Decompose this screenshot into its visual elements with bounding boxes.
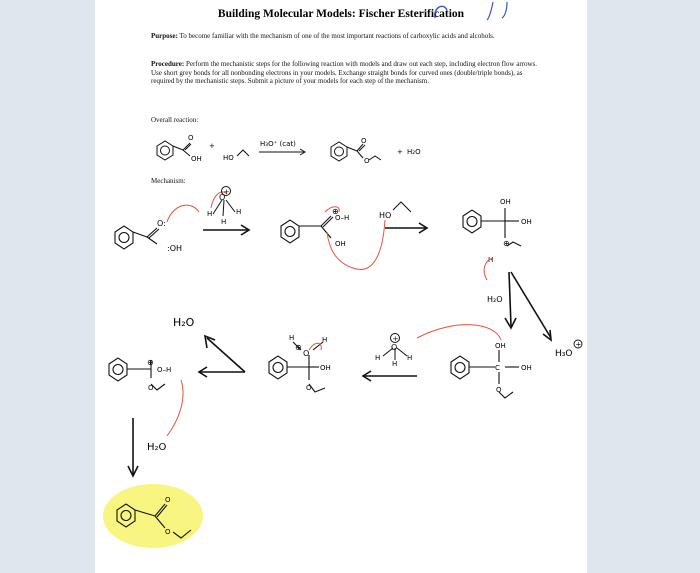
step4-o-bottom: O (496, 386, 502, 394)
step2-arrow (385, 223, 427, 233)
product-highlight (103, 484, 203, 548)
blue-annotation-curve (435, 6, 447, 18)
water-product: H₂O (407, 148, 421, 156)
step4-red-arrow (417, 325, 501, 340)
ethyl-benzoate-structure (331, 142, 381, 161)
ethanol-ho: HO (223, 154, 234, 162)
step6-intermediate (109, 358, 165, 390)
page-title: Building Molecular Models: Fischer Esterification (217, 8, 465, 20)
product-o: O (361, 137, 367, 145)
step3-h: H (488, 256, 494, 264)
blue-annotation-strokes (487, 2, 507, 20)
mechanism-label: Mechanism: (151, 177, 186, 185)
step5-red-arrow (309, 343, 321, 350)
h3o-label: H₃O (555, 349, 573, 359)
hydronium-h-right: H (236, 208, 242, 216)
step3-oh-side: OH (521, 218, 532, 226)
step6-h2o-label: H₂O (173, 316, 195, 329)
step3-arrow (505, 272, 551, 340)
reaction-drawing (95, 0, 587, 573)
hydronium-h-left: H (207, 210, 213, 218)
reactant1-oh: OH (191, 155, 202, 163)
step6-red-arrow (167, 380, 183, 436)
step7-h2o: H₂O (147, 442, 167, 453)
step1-carbonyl-o: O: (157, 219, 166, 228)
reaction-arrow (259, 149, 305, 155)
ethanol-ho-mech: HO (379, 211, 392, 220)
step2-protonated-acid (281, 216, 333, 243)
step2-oh-top: O–H (335, 214, 350, 222)
product-o2: O (364, 157, 370, 165)
step6-oplus: ⊕ (147, 358, 154, 367)
document-page (95, 0, 587, 573)
step5-oh: OH (320, 364, 331, 372)
benzoic-acid-structure (157, 141, 191, 160)
step4-arrow (363, 371, 417, 381)
catalyst-label: H₃O⁺ (cat) (260, 140, 296, 148)
step4-c: C (495, 364, 500, 372)
step5-o: O (303, 349, 310, 358)
step3-oh-top: OH (500, 198, 511, 206)
procedure-text: Perform the mechanistic steps for the following reaction with models and draw out each step, including electron flow arrows. Use short grey bonds for all nonbonding electrons in your models. Exchange straight bonds for curved ones (double/triple bonds), as required by the mechanistic steps. Submit a picture of your models for each step of the mechanism. (151, 60, 538, 86)
step4-oh-side: OH (521, 364, 532, 372)
step1-arrow (203, 225, 249, 235)
step5-oplus: ⊕ (295, 343, 302, 352)
step2-oplus: ⊕ (332, 207, 339, 216)
step4-intermediate (451, 350, 519, 398)
hydronium-o: O (219, 193, 226, 202)
hydronium2-o: O (391, 343, 398, 352)
ethanol-chain (237, 150, 249, 156)
step5-h-right: H (322, 336, 328, 344)
final-product-o: O (165, 496, 171, 504)
plus-sign-2: + (397, 148, 403, 156)
ethanol-mech-chain (393, 202, 411, 212)
step6-o-h: O–H (157, 366, 172, 374)
step3-oplus: ⊕ (503, 239, 510, 248)
step3-h2o: H₂O (487, 295, 503, 304)
step2-oh-bottom: OH (335, 240, 346, 248)
step1-benzoic-acid (115, 226, 159, 249)
step3-tetrahedral (463, 208, 521, 246)
purpose-label: Purpose: (151, 32, 178, 40)
step1-red-arrow-1 (167, 205, 199, 222)
hydronium2-h-left: H (375, 354, 381, 362)
reactant1-o: O (188, 134, 194, 142)
purpose-text: To become familiar with the mechanism of one of the most important reactions of carboxylic acids and alcohols. (177, 32, 495, 40)
overall-reaction-label: Overall reaction: (151, 116, 199, 124)
step1-hydroxyl: :OH (167, 244, 183, 253)
hydronium2-plus: + (392, 335, 399, 343)
step5-arrow (199, 336, 245, 377)
hydronium2-h-right: H (407, 354, 413, 362)
hydronium-plus: + (223, 188, 230, 196)
procedure-label: Procedure: (151, 60, 185, 68)
hydronium-h-bottom: H (221, 218, 227, 226)
hydronium2-h-bottom: H (392, 360, 398, 368)
final-product-o2: O (165, 528, 171, 536)
step5-h-left: H (289, 334, 295, 342)
step5-o-bottom: O (306, 384, 312, 392)
step4-oh-top: OH (495, 342, 506, 350)
plus-sign-1: + (209, 142, 215, 150)
h3o-plus: + (575, 340, 582, 349)
step6-arrow (128, 418, 138, 476)
step6-o: O (148, 384, 154, 392)
